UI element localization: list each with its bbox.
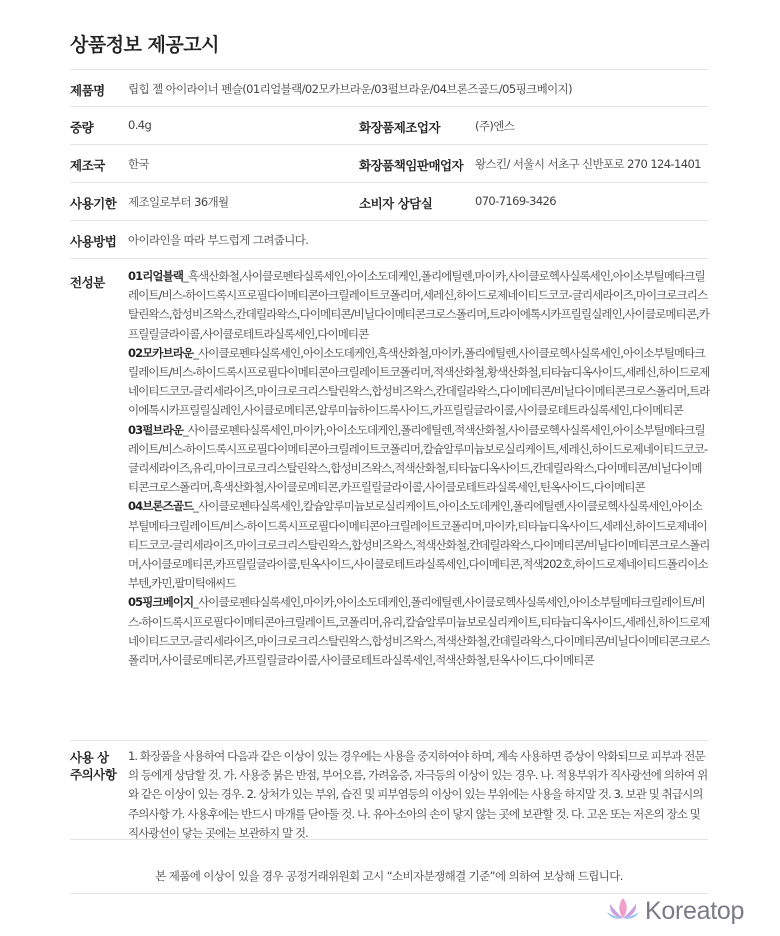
row-product-name — [70, 69, 708, 107]
row-weight — [70, 107, 708, 145]
ingredient-shade-name: 02모카브라운 — [128, 345, 194, 360]
ingredient-shade-name: 01리얼블랙 — [128, 269, 184, 283]
value-consumer-center: 070-7169-3426 — [475, 194, 556, 208]
ingredient-text: _사이클로펜타실록세인,아이소도데케인,흑색산화철,마이카,폴리에틸렌,사이클로헥사실록세인,아이소부틸메타크릴레이트/비스-하이드록시프로필다이메티콘아크릴레이트코폴리머,적색산화철,황색산화철,티타늄디옥사이드,세레신,하이드로제네이티드코코-글리세라이즈,마이크로크리스탈린왁스,합성비즈왁스,칸데릴라왁스,다이메티콘/비닐다이메티콘크로스폴리머,트라이에톡시카프릴릴실레인,사이클로메티콘,알루미늄하이드록사이드,카프릴릴글라이콜,사이클로테트라실록세인,다이메티콘 — [128, 345, 710, 418]
row-country — [70, 145, 708, 183]
label-usage: 사용방법 — [70, 234, 117, 249]
value-weight: 0.4g — [128, 118, 152, 132]
ingredient-text: _사이클로펜타실록세인,마이카,아이소도데케인,폴리에틸렌,사이클로헥사실록세인,아이소부틸메타크릴레이트/비스-하이드록시프로필다이메티콘아크릴레이트,코폴리머,유리,칼슘알루미늄보로실리케이트,티타늄디옥사이드,세레신,하이드로제네이티드코코-글리세라이즈,마이크로크리스탈린왁스,합성비즈왁스,적색산화철,칸데릴라왁스,다이메티콘/비닐다이메티콘크로스폴리머,사이클로메티콘,카프릴릴글라이콜,사이클로테트라실록세인,적색산화철,틴옥사이드,다이메티콘 — [128, 595, 710, 668]
label-distributor: 화장품책임판매업자 — [359, 158, 464, 173]
value-country: 한국 — [128, 157, 150, 171]
label-caution: 사용 상 주의사항 — [70, 750, 117, 782]
page-title: 상품정보 제공고시 — [70, 34, 219, 56]
ingredient-item — [128, 593, 710, 670]
ingredient-text: _사이클로펜타실록세인,마이카,아이소도데케인,폴리에틸렌,적색산화철,사이클로헥사실록세인,아이소부틸메타크릴레이트/비스-하이드록시프로필다이메티콘아크릴레이트코폴리머,칼슘알루미늄보로실리케이트,세레신,하이드로제네이티드코코-글리세라이즈,유리,마이크로크리스탈린왁스,합성비즈왁스,적색산화철,티타늄디옥사이드,칸데릴라왁스,다이메티콘/비닐다이메티콘크로스폴리머,흑색산화철,사이클로메티콘,카프릴릴글라이콜,사이클로테트라실록세인,틴옥사이드,다이메티콘 — [128, 422, 708, 495]
row-expiry — [70, 183, 708, 221]
ingredient-item — [128, 344, 710, 421]
label-manufacturer: 화장품제조업자 — [359, 120, 441, 135]
brand-logo — [606, 896, 744, 926]
ingredient-item — [128, 267, 710, 344]
ingredient-shade-name: 05핑크베이지 — [128, 595, 194, 610]
value-manufacturer: (주)엔스 — [475, 119, 515, 133]
lotus-icon — [606, 896, 640, 926]
value-usage: 아이라인을 따라 부드럽게 그려줍니다. — [128, 233, 309, 247]
value-product-name: 립힙 젤 아이라이너 펜슬(01리얼블랙/02모카브라운/03펄브라운/04브론즈골드/05핑크베이지) — [128, 82, 572, 96]
ingredient-shade-name: 04브론즈골드 — [128, 499, 194, 514]
brand-name: Koreatop — [645, 896, 745, 925]
ingredient-item — [128, 421, 710, 498]
row-caution — [70, 741, 708, 840]
label-weight: 중량 — [70, 120, 94, 135]
label-product-name: 제품명 — [70, 83, 105, 98]
compensation-notice: 본 제품에 이상이 있을 경우 공정거래위원회 고시 “소비자분쟁해결 기준”에 의하여 보상해 드립니다. — [155, 869, 623, 883]
product-info-table — [70, 69, 708, 840]
row-ingredients — [70, 259, 708, 741]
ingredient-shade-name: 03펄브라운 — [128, 422, 184, 437]
value-expiry: 제조일로부터 36개월 — [128, 195, 229, 209]
ingredient-text: _흑색산화철,사이클로펜타실록세인,아이소도데케인,폴리에틸렌,마이카,사이클로헥사실록세인,아이소부틸메타크릴레이트/비스-하이드록시프로필다이메티콘아크릴레이트코폴리머,세레신,하이드로제네이티드코코-글리세라이즈,마이크로크리스탈린왁스,합성비즈왁스,칸데릴라왁스,다이메티콘/비닐다이메티콘크로스폴리머,트라이에톡시카프릴릴실레인,사이클로메티콘,카프릴릴글라이콜,사이클로테트라실록세인,다이메티콘 — [128, 269, 709, 341]
ingredient-item — [128, 497, 710, 593]
divider — [70, 893, 708, 894]
ingredients-list — [128, 267, 710, 670]
ingredient-text: _사이클로펜타실록세인,칼슘알루미늄보로실리케이트,아이소도데케인,폴리에틸렌,사이클로헥사실록세인,아이소부틸메타크릴레이트/비스-하이드록시프로필다이메티콘아크릴레이트코폴리머,마이카,티타늄디옥사이드,세레신,하이드로제네이티드코코-글리세라이즈,마이크로크리스탈린왁스,합성비즈왁스,적색산화철,칸데릴라왁스,다이메티콘/비닐다이메티콘크로스폴리머,사이클로메티콘,카프릴릴글라이콜,틴옥사이드,사이클로테트라실록세인,다이메티콘,적색202호,하이드로제네이티드폴리이소부텐,카민,팔미틱애씨드 — [128, 499, 710, 591]
label-consumer-center: 소비자 상담실 — [359, 196, 433, 211]
value-caution: 1. 화장품을 사용하여 다음과 같은 이상이 있는 경우에는 사용을 중지하여야 하며, 계속 사용하면 증상이 악화되므로 피부과 전문의 등에게 상담할 것. 가. 사용중 붉은 반점, 부어오름, 가려움증, 자극등의 이상이 있는 경우. 나. 적용부위가 직사광선에 의하여 위와 같은 이상이 있는 경우. 2. 상처가 있는 부위, 습진 및 피부염등의 이상이 있는 부위에는 사용을 하지말 것. 3. 보관 및 취급시의 주의사항 가. 사용후에는 반드시 마개를 닫아둘 것. 나. 유아·소아의 손이 닿지 않는 곳에 보관할 것. 다. 고온 또는 저온의 장소 및 직사광선이 닿는 곳에는 보관하지 말 것. — [128, 749, 708, 840]
row-usage — [70, 221, 708, 259]
label-country: 제조국 — [70, 158, 105, 173]
label-ingredients: 전성분 — [70, 275, 105, 290]
label-expiry: 사용기한 — [70, 196, 117, 211]
value-distributor: 왕스킨/ 서울시 서초구 신반포로 270 124-1401 — [475, 157, 701, 171]
